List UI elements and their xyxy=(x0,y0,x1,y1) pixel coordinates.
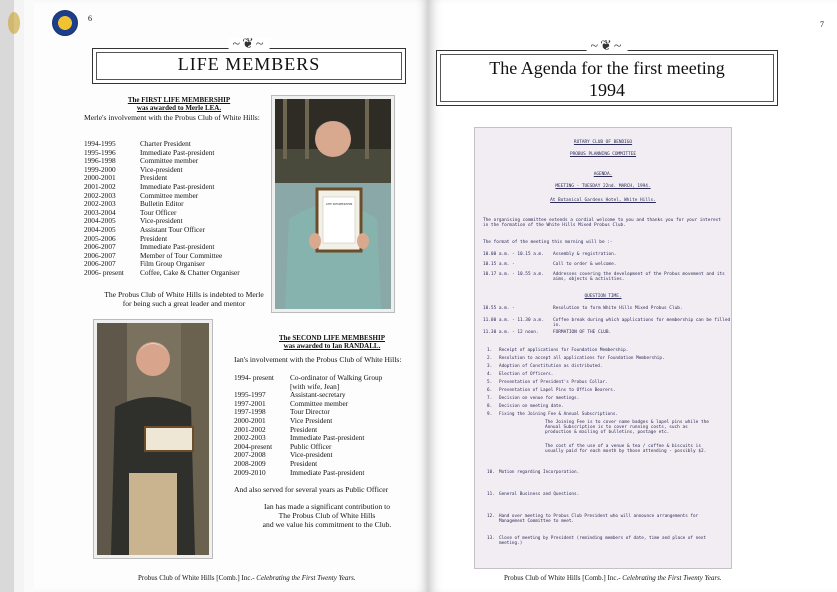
merle-roles-table xyxy=(84,140,240,278)
role-years: 2002-2003 xyxy=(84,190,116,200)
schedule-desc: Call to order & welcome. xyxy=(553,262,617,267)
role-title: President xyxy=(140,173,168,183)
item-number: 2. xyxy=(487,356,493,361)
question-time: QUESTION TIME. xyxy=(584,294,622,299)
merle-closing: The Probus Club of White Hills is indebted to Merle for being such a great leader and mentor xyxy=(104,290,264,308)
role-years: 2009-2010 xyxy=(234,467,266,477)
role-years: 2004-2005 xyxy=(84,224,116,234)
role-title: Vice-president xyxy=(140,216,183,226)
role-years: 2005-2006 xyxy=(84,233,116,243)
page-title: LIFE MEMBERS xyxy=(177,54,321,74)
schedule-block-2 xyxy=(483,306,731,346)
item-text: Decision on venue for meetings. xyxy=(499,396,580,401)
agenda-items-continued xyxy=(487,470,723,560)
role-title: Assistant-secretary xyxy=(290,390,346,400)
title-banner xyxy=(92,37,406,84)
role-title: President xyxy=(140,233,168,243)
right-footer: Probus Club of White Hills [Comb.] Inc.- Celebrating the First Twenty Years. xyxy=(504,574,722,582)
item-text: Adoption of Constitution as distributed. xyxy=(499,364,603,369)
role-years: 2003-2004 xyxy=(84,207,116,217)
role-title: Immediate Past-president xyxy=(140,242,215,252)
agenda-org: ROTARY CLUB OF BENDIGO xyxy=(573,140,633,145)
role-years: 2007-2008 xyxy=(234,450,266,460)
role-row xyxy=(84,269,240,278)
role-years: 1999-2000 xyxy=(84,164,116,174)
role-years: 1995-1996 xyxy=(84,147,116,157)
role-title: President xyxy=(290,424,318,434)
role-years: 1997-2001 xyxy=(234,398,266,408)
role-years: 2006-2007 xyxy=(84,242,116,252)
item-text: General Business and Questions. xyxy=(499,492,580,497)
role-years: 2002-2003 xyxy=(234,433,266,443)
page-number: 7 xyxy=(820,20,824,29)
item-text: Decision on meeting date. xyxy=(499,404,564,409)
schedule-time: 11.30 a.m. - 12 noon. xyxy=(483,330,539,335)
role-years: 2006- present xyxy=(84,267,124,277)
agenda-meeting: MEETING - TUESDAY 22nd. MARCH, 1994. xyxy=(555,184,651,189)
ian-closing: Ian has made a significant contribution to The Probus Club of White Hills and we value his commitment to the Club. xyxy=(262,502,392,529)
role-title: Tour Officer xyxy=(140,207,177,217)
item-number: 9. xyxy=(487,412,493,417)
role-title: Committee member xyxy=(290,398,349,408)
role-years: 1996-1998 xyxy=(84,156,116,166)
agenda-venue: At Botanical Gardens Hotel, White Hills. xyxy=(550,198,656,203)
role-years: 2000-2001 xyxy=(84,173,116,183)
role-years: 2008-2009 xyxy=(234,458,266,468)
schedule-time: 10.17 a.m. - 10.55 a.m. xyxy=(483,272,544,277)
role-years: 1994-1995 xyxy=(84,139,116,148)
ian-photo xyxy=(94,320,212,558)
schedule-desc: FORMATION OF THE CLUB. xyxy=(553,330,612,335)
certificate-text: LIFE MEMBERSHIP xyxy=(325,202,353,206)
schedule-time: 10.55 a.m. - xyxy=(483,306,515,311)
item-number: 4. xyxy=(487,372,493,377)
role-years: 2004-present xyxy=(234,441,273,451)
item-number: 5. xyxy=(487,380,493,385)
schedule-desc: Addresses covering the development of the Probus movement and its aims, objects & activities. xyxy=(553,272,725,283)
schedule-desc: Coffee break during which applications for membership can be filled in. xyxy=(553,318,731,329)
role-years: 2002-2003 xyxy=(84,199,116,209)
ian-roles-table xyxy=(234,374,382,477)
role-title: Immediate Past-president xyxy=(140,147,215,157)
role-row xyxy=(234,469,382,478)
role-years: 2004-2005 xyxy=(84,216,116,226)
title-banner xyxy=(436,39,778,106)
merle-photo-illustration xyxy=(275,99,391,309)
item-text: Hand over meeting to Probus Club President who will announce arrangements for Management Committee to meet. xyxy=(499,514,699,525)
role-title: Vice-president xyxy=(140,164,183,174)
agenda-heading: AGENDA. xyxy=(593,172,613,177)
role-title: Tour Director xyxy=(290,407,330,417)
second-intro: Ian's involvement with the Probus Club of White Hills: xyxy=(234,355,402,364)
role-title: Coffee, Cake & Chatter Organiser xyxy=(140,267,240,277)
item-text: Resolution to accept all applications for Foundation Membership. xyxy=(499,356,665,361)
ian-photo-illustration xyxy=(97,323,209,555)
role-title: Member of Tour Committee xyxy=(140,250,223,260)
ian-also: And also served for several years as Public Officer xyxy=(234,485,389,494)
agenda-items xyxy=(487,348,723,428)
role-years: 2001-2002 xyxy=(84,181,116,191)
role-title: [with wife, Jean] xyxy=(290,381,340,391)
role-years: 2000-2001 xyxy=(234,415,266,425)
role-title: Vice-president xyxy=(290,450,333,460)
role-years: 2001-2002 xyxy=(234,424,266,434)
typed-agenda-document xyxy=(474,127,732,569)
agenda-format: The format of the meeting this morning will be :- xyxy=(483,240,613,245)
item-text: Motion regarding Incorporation. xyxy=(499,470,580,475)
ornament-icon: ~❦~ xyxy=(587,40,628,54)
first-intro: Merle's involvement with the Probus Club of White Hills: xyxy=(84,113,260,122)
role-years: 1994- present xyxy=(234,373,274,382)
item-text: Receipt of applications for Foundation Membership. xyxy=(499,348,629,353)
agenda-committee: PROBUS PLANNING COMMITTEE xyxy=(569,152,637,157)
schedule-time: 10.00 a.m. - 10.15 a.m. xyxy=(483,252,544,257)
item-number: 7. xyxy=(487,396,493,401)
role-years: 1995-1997 xyxy=(234,390,266,400)
item-number: 13. xyxy=(487,536,495,541)
role-years: 1997-1998 xyxy=(234,407,266,417)
ornament-icon: ~❦~ xyxy=(229,38,270,52)
probus-logo-peek xyxy=(8,12,20,34)
role-title: Vice President xyxy=(290,415,333,425)
item-text: Presentation of Lapel Pins to Office Bearers. xyxy=(499,388,616,393)
merle-photo xyxy=(272,96,394,312)
fee-note-1: The Joining Fee is to cover name badges & lapel pins while the Annual Subscription is to cover running costs, such as production & mailing of bulletins, postage etc. xyxy=(545,420,709,435)
role-title: President xyxy=(290,458,318,468)
role-title: Assistant Tour Officer xyxy=(140,224,205,234)
item-number: 6. xyxy=(487,388,493,393)
schedule-time: 10.15 a.m. - xyxy=(483,262,515,267)
schedule-time: 11.00 a.m. - 11.30 a.m. xyxy=(483,318,544,323)
probus-logo-icon xyxy=(52,10,78,36)
item-number: 8. xyxy=(487,404,493,409)
second-membership-heading: The SECOND LIFE MEMBESHIP was awarded to Ian RANDALL. xyxy=(279,334,385,350)
schedule-desc: Resolution to form White Hills Mixed Probus Club. xyxy=(553,306,683,311)
item-number: 10. xyxy=(487,470,495,475)
role-title: Bulletin Editor xyxy=(140,199,184,209)
item-number: 11. xyxy=(487,492,495,497)
role-title: Immediate Past-president xyxy=(140,181,215,191)
page-number: 6 xyxy=(88,14,92,23)
schedule-desc: Assembly & registration. xyxy=(553,252,617,257)
role-years: 2006-2007 xyxy=(84,250,116,260)
role-title: Charter President xyxy=(140,139,191,148)
role-title: Committee member xyxy=(140,156,199,166)
item-text: Election of Officers. xyxy=(499,372,554,377)
left-page xyxy=(34,0,428,592)
item-number: 3. xyxy=(487,364,493,369)
item-number: 12. xyxy=(487,514,495,519)
item-text: Fixing the Joining Fee & Annual Subscriptions. xyxy=(499,412,618,417)
role-title: Immediate Past-president xyxy=(290,433,365,443)
role-years: 2006-2007 xyxy=(84,259,116,269)
role-title: Public Officer xyxy=(290,441,332,451)
left-footer: Probus Club of White Hills [Comb.] Inc.- Celebrating the First Twenty Years. xyxy=(138,574,356,582)
role-title: Film Group Organiser xyxy=(140,259,205,269)
role-title: Committee member xyxy=(140,190,199,200)
role-title: Co-ordinator of Walking Group xyxy=(290,373,383,382)
item-number: 1. xyxy=(487,348,493,353)
right-page xyxy=(428,0,837,592)
page-title: The Agenda for the first meeting 1994 xyxy=(489,58,725,100)
item-text: Presentation of President's Probus Collar. xyxy=(499,380,608,385)
first-membership-heading: The FIRST LIFE MEMBERSHIP was awarded to Merle LEA. xyxy=(127,96,231,112)
agenda-intro: The organising committee extends a cordial welcome to you and thanks you for your interest in the formation of the White Hills Mixed Probus Club. xyxy=(483,218,721,228)
role-title: Immediate Past-president xyxy=(290,467,365,477)
item-text: Close of meeting by President (reminding members of date, time and place of next meeting.) xyxy=(499,536,706,547)
fee-note-2: The cost of the use of a venue & tea / coffee & biscuits is usually paid for each month by those attending - possibly $2. xyxy=(545,444,707,454)
